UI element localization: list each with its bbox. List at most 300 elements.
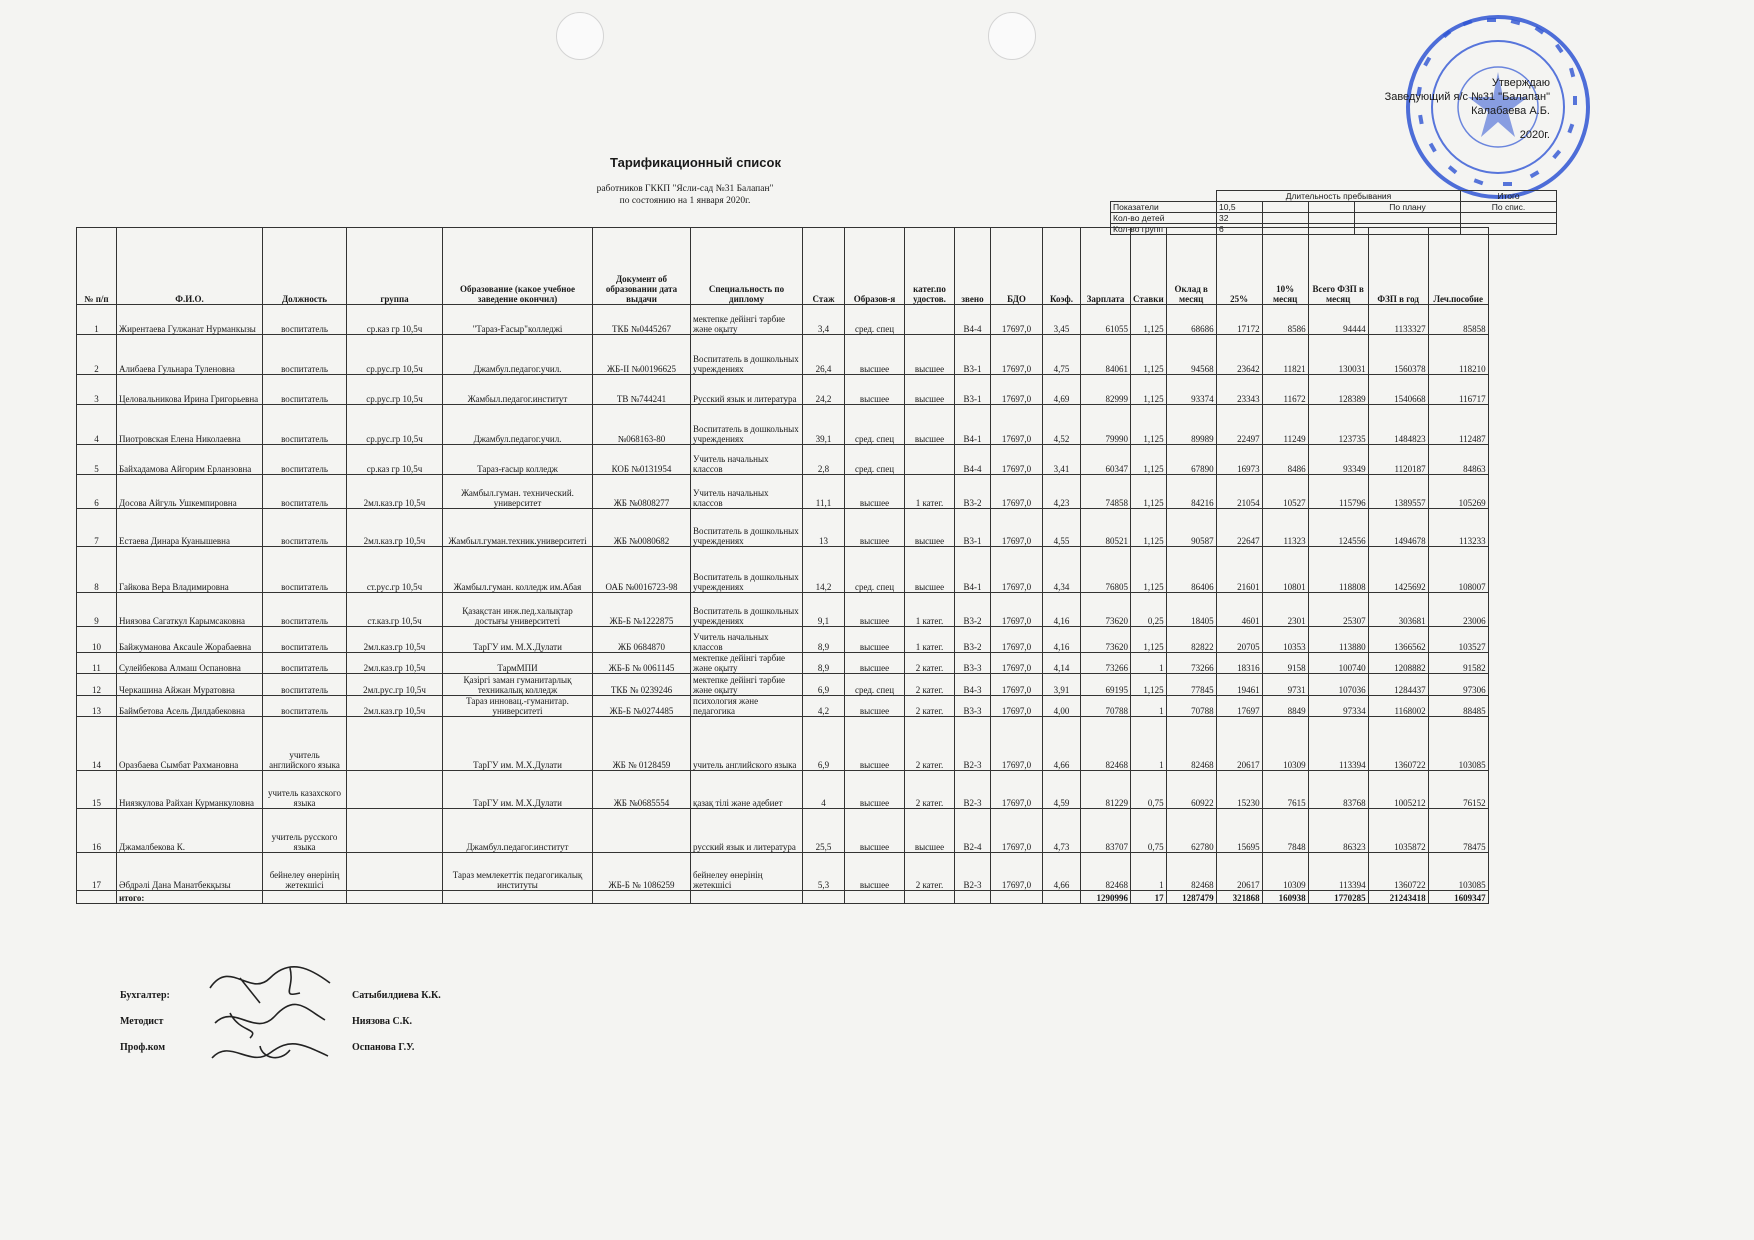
table-cell: Қазақстан инж.пед.халықтар достығы университеті (443, 593, 593, 627)
summary-plan: По плану (1355, 202, 1461, 213)
table-cell: русский язык и литература (691, 809, 803, 853)
summary-po-spis: По спис. (1461, 202, 1557, 213)
table-cell: 23006 (1428, 593, 1488, 627)
col-header: 25% (1216, 228, 1262, 305)
table-cell: 103085 (1428, 717, 1488, 771)
table-cell: 0,25 (1131, 593, 1167, 627)
table-cell: 2 катег. (905, 853, 955, 891)
table-row (77, 674, 1489, 696)
table-cell: ТарГУ им. М.Х.Дулати (443, 771, 593, 809)
table-cell: 22497 (1216, 405, 1262, 445)
table-cell: 25307 (1308, 593, 1368, 627)
col-header: БДО (991, 228, 1043, 305)
col-header: Зарплата (1081, 228, 1131, 305)
table-cell: 17697,0 (991, 853, 1043, 891)
table-cell: B4-3 (955, 674, 991, 696)
table-row (77, 445, 1489, 475)
summary-header: Длительность пребывания (1217, 191, 1461, 202)
table-cell: 20617 (1216, 717, 1262, 771)
total-cell: 1287479 (1166, 891, 1216, 904)
table-cell: 13 (77, 696, 117, 717)
table-cell: 130031 (1308, 335, 1368, 375)
table-cell: 113394 (1308, 853, 1368, 891)
table-cell: 113394 (1308, 717, 1368, 771)
table-cell: воспитатель (263, 335, 347, 375)
table-cell: B4-4 (955, 445, 991, 475)
table-cell: Воспитатель в дошкольных учреждениях (691, 405, 803, 445)
table-cell: 10309 (1262, 853, 1308, 891)
table-cell: Черкашина Айжан Муратовна (117, 674, 263, 696)
table-cell: 1560378 (1368, 335, 1428, 375)
table-cell: 93349 (1308, 445, 1368, 475)
table-row (77, 547, 1489, 593)
table-cell (347, 809, 443, 853)
table-cell: 1,125 (1131, 674, 1167, 696)
table-cell: 17172 (1216, 305, 1262, 335)
table-cell: 70788 (1166, 696, 1216, 717)
table-cell: 2301 (1262, 593, 1308, 627)
table-cell: Учитель начальных классов (691, 445, 803, 475)
table-cell: 39,1 (803, 405, 845, 445)
table-cell: 82468 (1166, 717, 1216, 771)
table-cell: 17697,0 (991, 445, 1043, 475)
table-cell: 8,9 (803, 627, 845, 653)
table-cell: 17697,0 (991, 696, 1043, 717)
approval-line: Утверждаю (1491, 77, 1550, 89)
table-cell: B2-3 (955, 771, 991, 809)
table-cell: 14 (77, 717, 117, 771)
table-cell: 80521 (1081, 509, 1131, 547)
table-cell: 77845 (1166, 674, 1216, 696)
col-header: катег.по удостов. (905, 228, 955, 305)
col-header: звено (955, 228, 991, 305)
table-cell: бейнелеу өнерінің жетекшісі (263, 853, 347, 891)
total-cell: 160938 (1262, 891, 1308, 904)
handwritten-signatures-icon (200, 958, 350, 1073)
table-cell: 2мл.каз.гр 10,5ч (347, 475, 443, 509)
table-cell: 7848 (1262, 809, 1308, 853)
table-cell: 13 (803, 509, 845, 547)
table-cell: 12 (77, 674, 117, 696)
table-cell: 84216 (1166, 475, 1216, 509)
table-cell: ср.каз гр 10,5ч (347, 305, 443, 335)
table-cell: 24,2 (803, 375, 845, 405)
table-cell: 94568 (1166, 335, 1216, 375)
table-cell: высшее (845, 771, 905, 809)
table-cell: 6,9 (803, 674, 845, 696)
table-cell: 9731 (1262, 674, 1308, 696)
table-cell: 20617 (1216, 853, 1262, 891)
table-cell: 15 (77, 771, 117, 809)
table-cell: 8849 (1262, 696, 1308, 717)
total-cell: 1290996 (1081, 891, 1131, 904)
table-row (77, 771, 1489, 809)
table-cell: 118210 (1428, 335, 1488, 375)
table-cell: ср.рус.гр 10,5ч (347, 405, 443, 445)
table-cell: 11323 (1262, 509, 1308, 547)
table-cell: 23343 (1216, 375, 1262, 405)
table-cell: Учитель начальных классов (691, 475, 803, 509)
table-cell: 84061 (1081, 335, 1131, 375)
table-cell: бейнелеу өнерінің жетекшісі (691, 853, 803, 891)
table-cell: ОАБ №0016723-98 (593, 547, 691, 593)
table-cell: 107036 (1308, 674, 1368, 696)
table-cell: воспитатель (263, 627, 347, 653)
table-cell: Әбдрәлі Дана Манатбекқызы (117, 853, 263, 891)
table-cell (347, 717, 443, 771)
table-cell: Воспитатель в дошкольных учреждениях (691, 593, 803, 627)
table-cell: 82999 (1081, 375, 1131, 405)
table-cell (593, 809, 691, 853)
table-cell: 17697,0 (991, 509, 1043, 547)
table-cell: B3-2 (955, 593, 991, 627)
table-row (77, 627, 1489, 653)
table-cell: 10 (77, 627, 117, 653)
table-cell: 4,34 (1043, 547, 1081, 593)
table-cell (347, 853, 443, 891)
table-cell: 11821 (1262, 335, 1308, 375)
table-cell: 3,41 (1043, 445, 1081, 475)
total-cell: 21243418 (1368, 891, 1428, 904)
table-cell: 83707 (1081, 809, 1131, 853)
signature-role: Проф.ком (120, 1042, 166, 1053)
table-cell: 2мл.каз.гр 10,5ч (347, 653, 443, 674)
table-cell: 1168002 (1368, 696, 1428, 717)
table-cell: 1 (1131, 653, 1167, 674)
table-cell: воспитатель (263, 305, 347, 335)
table-cell: 82822 (1166, 627, 1216, 653)
approval-line: Заведующий я/с №31 "Балапан" (1384, 91, 1550, 103)
table-cell: КОБ №0131954 (593, 445, 691, 475)
signature-name: Ниязова С.К. (352, 1016, 413, 1027)
table-cell: 68686 (1166, 305, 1216, 335)
table-cell: 78475 (1428, 809, 1488, 853)
table-cell: сред. спец (845, 305, 905, 335)
table-cell: ст.рус.гр 10,5ч (347, 547, 443, 593)
table-cell: 1360722 (1368, 853, 1428, 891)
table-cell: высшее (845, 696, 905, 717)
table-cell: 88485 (1428, 696, 1488, 717)
summary-label: Кол-во детей (1111, 213, 1217, 224)
table-cell: 86323 (1308, 809, 1368, 853)
table-cell: ЖБ-Б №1222875 (593, 593, 691, 627)
table-cell: сред. спец (845, 547, 905, 593)
col-header: № п/п (77, 228, 117, 305)
table-cell: воспитатель (263, 475, 347, 509)
table-cell: учитель казахского языка (263, 771, 347, 809)
table-cell: 4,66 (1043, 853, 1081, 891)
col-header: Специальность по диплому (691, 228, 803, 305)
table-cell: 3,45 (1043, 305, 1081, 335)
table-cell: 2мл.каз.гр 10,5ч (347, 627, 443, 653)
table-cell: учитель русского языка (263, 809, 347, 853)
table-cell: 4,14 (1043, 653, 1081, 674)
table-row (77, 475, 1489, 509)
table-cell (905, 305, 955, 335)
table-row (77, 335, 1489, 375)
table-row (77, 809, 1489, 853)
table-cell: 100740 (1308, 653, 1368, 674)
table-cell: 2мл.каз.гр 10,5ч (347, 509, 443, 547)
table-row (77, 696, 1489, 717)
table-cell: Қазіргі заман гуманитарлық техникалық колледж (443, 674, 593, 696)
table-cell: Досова Айгуль Ушкемпировна (117, 475, 263, 509)
table-cell: 8 (77, 547, 117, 593)
table-cell: высшее (845, 335, 905, 375)
punch-hole-left (556, 12, 604, 60)
table-cell: Воспитатель в дошкольных учреждениях (691, 547, 803, 593)
table-cell: воспитатель (263, 653, 347, 674)
table-cell: 62780 (1166, 809, 1216, 853)
table-cell: 2 катег. (905, 696, 955, 717)
table-cell: 82468 (1166, 853, 1216, 891)
table-row (77, 653, 1489, 674)
table-cell: №068163-80 (593, 405, 691, 445)
table-cell: 4,59 (1043, 771, 1081, 809)
table-cell: 84863 (1428, 445, 1488, 475)
table-cell: 1389557 (1368, 475, 1428, 509)
table-cell: B3-1 (955, 335, 991, 375)
table-cell: 4,55 (1043, 509, 1081, 547)
table-cell: B3-3 (955, 653, 991, 674)
table-cell: 85858 (1428, 305, 1488, 335)
table-cell: 17697,0 (991, 771, 1043, 809)
table-cell: Воспитатель в дошкольных учреждениях (691, 509, 803, 547)
table-cell: 76152 (1428, 771, 1488, 809)
table-cell: высшее (845, 853, 905, 891)
table-cell: 4,73 (1043, 809, 1081, 853)
table-cell: 18316 (1216, 653, 1262, 674)
table-cell: 73620 (1081, 627, 1131, 653)
table-cell: 108007 (1428, 547, 1488, 593)
table-cell: B3-1 (955, 509, 991, 547)
summary-itogo: Итого (1461, 191, 1557, 202)
table-cell: 0,75 (1131, 809, 1167, 853)
table-cell: 1,125 (1131, 475, 1167, 509)
table-cell: B4-4 (955, 305, 991, 335)
table-cell: 21601 (1216, 547, 1262, 593)
table-cell: 1 катег. (905, 475, 955, 509)
table-cell: 69195 (1081, 674, 1131, 696)
table-cell: B4-1 (955, 405, 991, 445)
table-cell: 4 (803, 771, 845, 809)
table-cell: мектепке дейінгі тәрбие және оқыту (691, 653, 803, 674)
table-cell: 17697,0 (991, 653, 1043, 674)
table-cell: 1,125 (1131, 509, 1167, 547)
tariff-table (76, 227, 1489, 904)
table-cell: воспитатель (263, 445, 347, 475)
table-cell: ЖБ-II №00196625 (593, 335, 691, 375)
table-cell: 70788 (1081, 696, 1131, 717)
table-cell: Джамбул.педагог.институт (443, 809, 593, 853)
table-cell: Тараз-ғасыр колледж (443, 445, 593, 475)
table-row (77, 509, 1489, 547)
table-cell: 82468 (1081, 853, 1131, 891)
table-cell: Целовальникова Ирина Григорьевна (117, 375, 263, 405)
table-cell: B3-1 (955, 375, 991, 405)
table-cell: 103527 (1428, 627, 1488, 653)
table-cell: ТарГУ им. М.Х.Дулати (443, 717, 593, 771)
summary-value: 32 (1217, 213, 1263, 224)
table-cell: 1494678 (1368, 509, 1428, 547)
table-cell: 15230 (1216, 771, 1262, 809)
table-cell: Ниязкулова Райхан Курманкуловна (117, 771, 263, 809)
table-cell: 2 катег. (905, 674, 955, 696)
table-cell: 112487 (1428, 405, 1488, 445)
table-cell: 1425692 (1368, 547, 1428, 593)
table-cell: воспитатель (263, 509, 347, 547)
table-cell: 97306 (1428, 674, 1488, 696)
col-header: Ф.И.О. (117, 228, 263, 305)
table-cell: высшее (845, 653, 905, 674)
total-label: итого: (117, 891, 263, 904)
table-cell: высшее (905, 375, 955, 405)
table-cell: 17 (77, 853, 117, 891)
table-cell: ЖБ 0684870 (593, 627, 691, 653)
table-cell: 4601 (1216, 593, 1262, 627)
table-cell: "Тараз-Ғасыр"колледжі (443, 305, 593, 335)
table-cell: 123735 (1308, 405, 1368, 445)
col-header: Документ об образовании дата выдачи (593, 228, 691, 305)
table-cell: 2мл.каз.гр 10,5ч (347, 696, 443, 717)
col-header: Всего ФЗП в месяц (1308, 228, 1368, 305)
table-cell: 14,2 (803, 547, 845, 593)
table-cell: 10309 (1262, 717, 1308, 771)
table-cell: ЖБ-Б № 0061145 (593, 653, 691, 674)
table-header-row (77, 228, 1489, 305)
table-cell: 2 катег. (905, 717, 955, 771)
table-cell: 4,2 (803, 696, 845, 717)
col-header: Оклад в месяц (1166, 228, 1216, 305)
table-cell: 17697,0 (991, 335, 1043, 375)
table-cell: 1 (1131, 853, 1167, 891)
table-cell: 83768 (1308, 771, 1368, 809)
table-cell: 17697,0 (991, 405, 1043, 445)
table-cell: 1,125 (1131, 375, 1167, 405)
table-cell: 81229 (1081, 771, 1131, 809)
table-cell: Джамбул.педагог.учил. (443, 405, 593, 445)
table-cell: сред. спец (845, 405, 905, 445)
table-cell: 91582 (1428, 653, 1488, 674)
table-cell: 1005212 (1368, 771, 1428, 809)
table-cell: 74858 (1081, 475, 1131, 509)
table-cell: 3,91 (1043, 674, 1081, 696)
signature-role: Методист (120, 1016, 164, 1027)
table-cell: ЖБ №0685554 (593, 771, 691, 809)
table-cell: 17697,0 (991, 674, 1043, 696)
col-header: Образование (какое учебное заведение окончил) (443, 228, 593, 305)
table-cell: 4,52 (1043, 405, 1081, 445)
table-row (77, 717, 1489, 771)
table-cell: 73266 (1081, 653, 1131, 674)
table-cell: 4,23 (1043, 475, 1081, 509)
table-cell: 4,00 (1043, 696, 1081, 717)
table-cell: ср.рус.гр 10,5ч (347, 335, 443, 375)
table-cell: высшее (905, 547, 955, 593)
table-cell: 103085 (1428, 853, 1488, 891)
table-cell: 1 катег. (905, 593, 955, 627)
summary-label: Кол-во групп (1111, 224, 1217, 235)
table-cell: 4,16 (1043, 627, 1081, 653)
col-header: Стаж (803, 228, 845, 305)
table-cell (347, 771, 443, 809)
table-cell: Джамбул.педагог.учил. (443, 335, 593, 375)
signature-name: Сатыбилдиева К.К. (352, 990, 441, 1001)
table-cell: Жамбыл.гуман. колледж им.Абая (443, 547, 593, 593)
table-cell: B3-2 (955, 475, 991, 509)
table-row (77, 853, 1489, 891)
table-cell: 1284437 (1368, 674, 1428, 696)
table-cell: 1366562 (1368, 627, 1428, 653)
table-cell: 97334 (1308, 696, 1368, 717)
table-cell: 2 катег. (905, 653, 955, 674)
table-cell: 60922 (1166, 771, 1216, 809)
table-cell: мектепке дейінгі тәрбие және оқыту (691, 674, 803, 696)
table-cell: 76805 (1081, 547, 1131, 593)
table-cell: 17697,0 (991, 547, 1043, 593)
table-cell: 8486 (1262, 445, 1308, 475)
table-cell: 16973 (1216, 445, 1262, 475)
table-cell: 23642 (1216, 335, 1262, 375)
table-cell: 8,9 (803, 653, 845, 674)
table-row (77, 305, 1489, 335)
table-cell: 116717 (1428, 375, 1488, 405)
table-cell: высшее (905, 509, 955, 547)
table-cell: воспитатель (263, 593, 347, 627)
table-cell: 18405 (1166, 593, 1216, 627)
table-cell: высшее (845, 717, 905, 771)
table-cell: 67890 (1166, 445, 1216, 475)
table-cell: 17697,0 (991, 375, 1043, 405)
table-cell: Пиотровская Елена Николаевна (117, 405, 263, 445)
table-cell: 6,9 (803, 717, 845, 771)
table-cell: Сулейбекова Алмаш Оспановна (117, 653, 263, 674)
table-total-row (77, 891, 1489, 904)
table-cell: учитель английского языка (263, 717, 347, 771)
table-cell: 1035872 (1368, 809, 1428, 853)
table-cell: 9158 (1262, 653, 1308, 674)
table-row (77, 375, 1489, 405)
table-cell: 61055 (1081, 305, 1131, 335)
table-cell: 17697,0 (991, 475, 1043, 509)
table-cell: 3 (77, 375, 117, 405)
table-cell: қазақ тілі және әдебиет (691, 771, 803, 809)
table-cell: учитель английского языка (691, 717, 803, 771)
table-cell: 17697,0 (991, 627, 1043, 653)
table-cell: B3-2 (955, 627, 991, 653)
table-cell: 1208882 (1368, 653, 1428, 674)
table-cell: воспитатель (263, 375, 347, 405)
document-title: Тарификационный список (610, 155, 781, 170)
table-cell: воспитатель (263, 405, 347, 445)
table-cell: высшее (905, 405, 955, 445)
table-cell: 73266 (1166, 653, 1216, 674)
table-cell: 8586 (1262, 305, 1308, 335)
table-cell: мектепке дейінгі тәрбие және оқыту (691, 305, 803, 335)
table-cell: ТКБ №0445267 (593, 305, 691, 335)
table-cell (905, 445, 955, 475)
table-cell: высшее (905, 809, 955, 853)
table-cell: 90587 (1166, 509, 1216, 547)
table-cell: высшее (845, 509, 905, 547)
table-cell: 1 (1131, 717, 1167, 771)
table-cell: Джамалбекова К. (117, 809, 263, 853)
table-cell: 1,125 (1131, 305, 1167, 335)
table-cell: 22647 (1216, 509, 1262, 547)
table-cell: высшее (845, 809, 905, 853)
summary-value: 6 (1217, 224, 1263, 235)
table-cell: Жамбыл.педагог.институт (443, 375, 593, 405)
